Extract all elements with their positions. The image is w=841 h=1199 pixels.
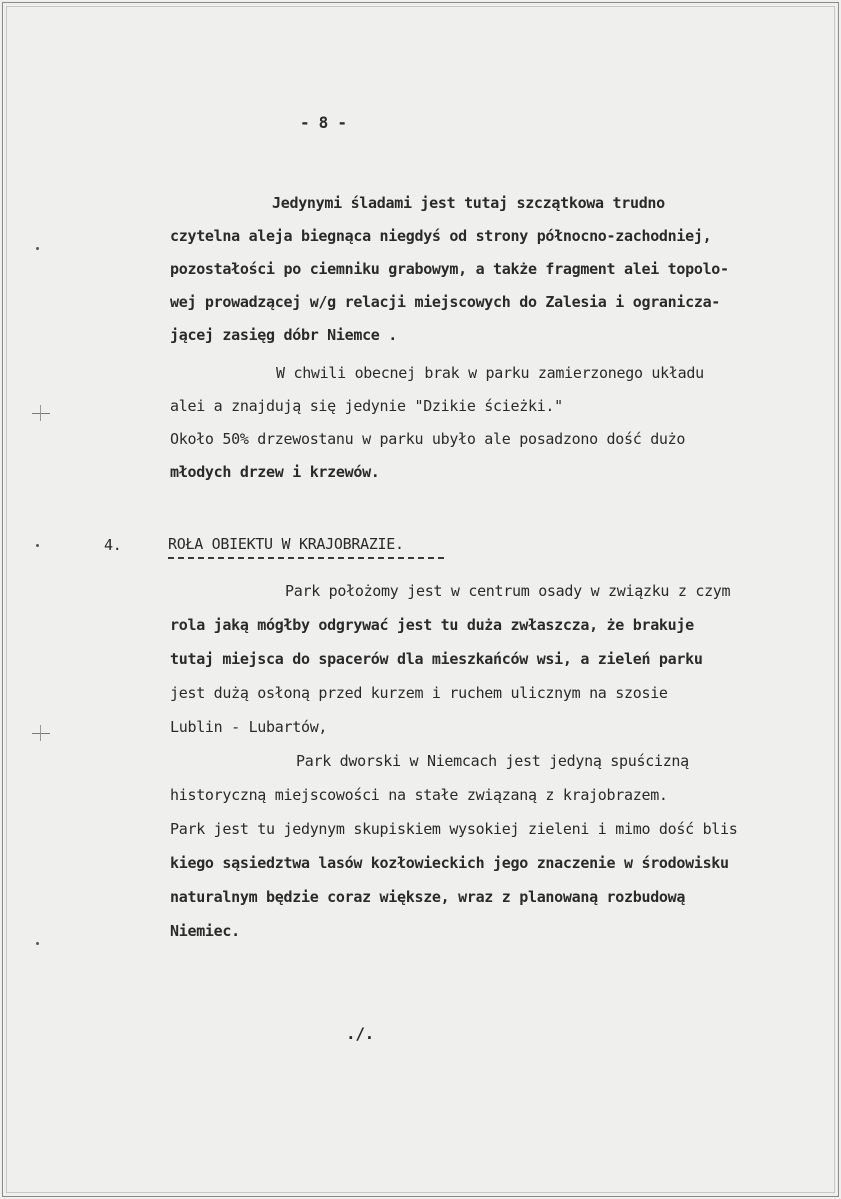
body-line: jest dużą osłoną przed kurzem i ruchem ulicznym na szosie bbox=[170, 684, 668, 702]
body-line: Park dworski w Niemcach jest jedyną spuścizną bbox=[296, 752, 689, 770]
margin-tick bbox=[32, 733, 50, 734]
body-line: wej prowadzącej w/g relacji miejscowych do Zalesia i ogranicza- bbox=[170, 293, 721, 311]
section-title-underline bbox=[168, 557, 444, 559]
section-title: ROŁA OBIEKTU W KRAJOBRAZIE. bbox=[168, 535, 404, 553]
page-number: - 8 - bbox=[300, 113, 347, 132]
body-line: pozostałości po ciemniku grabowym, a także fragment alei topolo- bbox=[170, 260, 729, 278]
body-line: naturalnym będzie coraz większe, wraz z planowaną rozbudową bbox=[170, 888, 686, 906]
margin-dot bbox=[36, 544, 39, 547]
body-line: alei a znajdują się jedynie "Dzikie ścieżki." bbox=[170, 397, 563, 415]
margin-stroke bbox=[40, 725, 41, 741]
continuation-mark: ./. bbox=[346, 1024, 374, 1043]
margin-dot bbox=[36, 942, 39, 945]
margin-tick bbox=[32, 413, 50, 414]
body-line: Niemiec. bbox=[170, 922, 240, 940]
body-line: Lublin - Lubartów, bbox=[170, 718, 328, 736]
body-line: Park położomy jest w centrum osady w związku z czym bbox=[285, 582, 731, 600]
body-line: W chwili obecnej brak w parku zamierzonego układu bbox=[276, 364, 704, 382]
margin-dot bbox=[36, 247, 39, 250]
body-line: historyczną miejscowości na stałe związaną z krajobrazem. bbox=[170, 786, 668, 804]
body-line: tutaj miejsca do spacerów dla mieszkańców wsi, a zieleń parku bbox=[170, 650, 703, 668]
body-line: Park jest tu jedynym skupiskiem wysokiej zieleni i mimo dość blis bbox=[170, 820, 738, 838]
body-line: Jedynymi śladami jest tutaj szczątkowa trudno bbox=[272, 194, 665, 212]
body-line: młodych drzew i krzewów. bbox=[170, 463, 380, 481]
section-number: 4. bbox=[104, 536, 122, 554]
body-line: czytelna aleja biegnąca niegdyś od strony północno-zachodniej, bbox=[170, 227, 712, 245]
margin-stroke bbox=[40, 405, 41, 421]
body-line: jącej zasięg dóbr Niemce . bbox=[170, 326, 398, 344]
body-line: Około 50% drzewostanu w parku ubyło ale posadzono dość dużo bbox=[170, 430, 686, 448]
body-line: rola jaką mógłby odgrywać jest tu duża zwłaszcza, że brakuje bbox=[170, 616, 694, 634]
body-line: kiego sąsiedztwa lasów kozłowieckich jego znaczenie w środowisku bbox=[170, 854, 729, 872]
